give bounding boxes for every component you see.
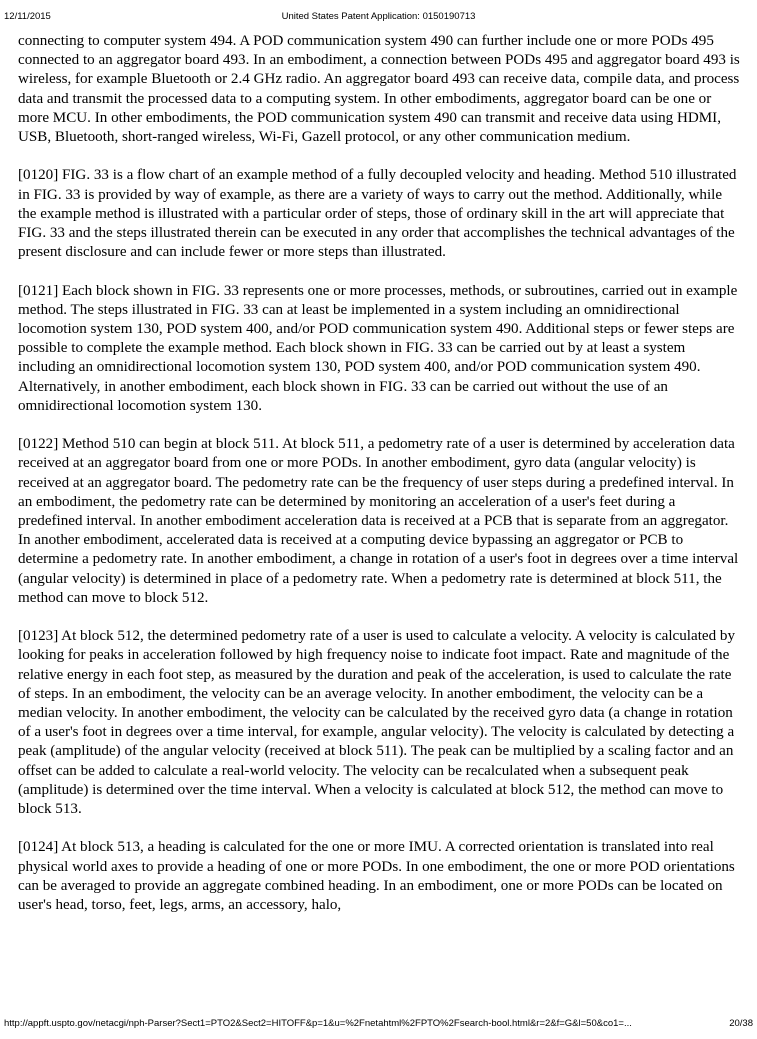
page-number: 20/38 <box>729 1018 753 1029</box>
paragraph-0123: [0123] At block 512, the determined pedometry rate of a user is used to calculate a velocity. A velocity is calculated by looking for peaks in acceleration followed by high frequency noise to indicate foot impact. Rate and magnitude of the relative energy in each foot step, as measured by the duration and peak of the acceleration, is used to calculate the rate of steps. In an embodiment, the velocity can be an average velocity. In another embodiment, the velocity can be a median velocity. In another embodiment, the velocity can be calculated by the received gyro data (a change in rotation of a user's foot in degrees over a time interval, for example, angular velocity). The velocity is calculated by detecting a peak (amplitude) of the angular velocity (received at block 511). The peak can be multiplied by a scaling factor and an offset can be added to calculate a real-world velocity. The velocity can be recalculated when a subsequent peak (amplitude) is determined over the time interval. When a velocity is calculated at block 512, the method can move to block 513. <box>18 628 736 818</box>
print-header <box>4 11 753 23</box>
print-date: 12/11/2015 <box>4 11 51 22</box>
paragraph-0120: [0120] FIG. 33 is a flow chart of an example method of a fully decoupled velocity and heading. Method 510 illustrated in FIG. 33 is provided by way of example, as there are a variety of ways to carry out the method. Additionally, while the example method is illustrated with a particular order of steps, those of ordinary skill in the art will appreciate that FIG. 33 and the steps illustrated therein can be executed in any order that accomplishes the technical advantages of the present disclosure and can include fewer or more steps than illustrated. <box>18 167 737 261</box>
paragraph-continuation: connecting to computer system 494. A POD communication system 490 can further include one or more PODs 495 connected to an aggregator board 493. In an embodiment, a connection between PODs 495 and aggregator board 493 is wireless, for example Bluetooth or 2.4 GHz radio. An aggregator board 493 can receive data, compile data, and process data and transmit the processed data to a computing system. In other embodiments, aggregator board can be one or more MCU. In other embodiments, the POD communication system 490 can transmit and receive data using HDMI, USB, Bluetooth, short-ranged wireless, Wi-Fi, Gazell protocol, or any other communication medium. <box>18 33 740 146</box>
paragraph-0122: [0122] Method 510 can begin at block 511. At block 511, a pedometry rate of a user is determined by acceleration data received at an aggregator board from one or more PODs. In another embodiment, gyro data (angular velocity) is received at an aggregator board. The pedometry rate can be the frequency of user steps during a predefined interval. In an embodiment, the pedometry rate can be determined by monitoring an acceleration of a user's feet during a predefined interval. In another embodiment acceleration data is received at a PCB that is separate from an aggregator. In another embodiment, accelerated data is received at a computing device bypassing an aggregator or PCB to determine a pedometry rate. In another embodiment, a change in rotation of a user's foot in degrees over a time interval (angular velocity) is determined in place of a pedometry rate. When a pedometry rate is determined at block 511, the method can move to block 512. <box>18 436 739 606</box>
paragraph-0121: [0121] Each block shown in FIG. 33 represents one or more processes, methods, or subroutines, carried out in example method. The steps illustrated in FIG. 33 can at least be implemented in a system including an omnidirectional locomotion system 130, POD system 400, and/or POD communication system 490. Additional steps or fewer steps are possible to complete the example method. Each block shown in FIG. 33 can be carried out by at least a system including an omnidirectional locomotion system 130, POD system 400, and/or POD communication system 490. Alternatively, in another embodiment, each block shown in FIG. 33 can be carried out without the use of an omnidirectional locomotion system 130. <box>18 282 738 414</box>
paragraph-0124: [0124] At block 513, a heading is calculated for the one or more IMU. A corrected orientation is translated into real physical world axes to provide a heading of one or more PODs. In one embodiment, the one or more POD orientations can be averaged to provide an aggregate combined heading. In an embodiment, one or more PODs can be located on user's head, torso, feet, legs, arms, an accessory, halo, <box>18 839 735 914</box>
source-url: http://appft.uspto.gov/netacgi/nph-Parser?Sect1=PTO2&Sect2=HITOFF&p=1&u=%2Fnetahtml%2FPTO%2Fsearch-bool.html&r=2&f=G&l=50&co1=... <box>4 1018 632 1029</box>
document-body <box>18 32 741 934</box>
document-title: United States Patent Application: 0150190713 <box>281 11 476 22</box>
print-footer <box>4 1018 753 1030</box>
